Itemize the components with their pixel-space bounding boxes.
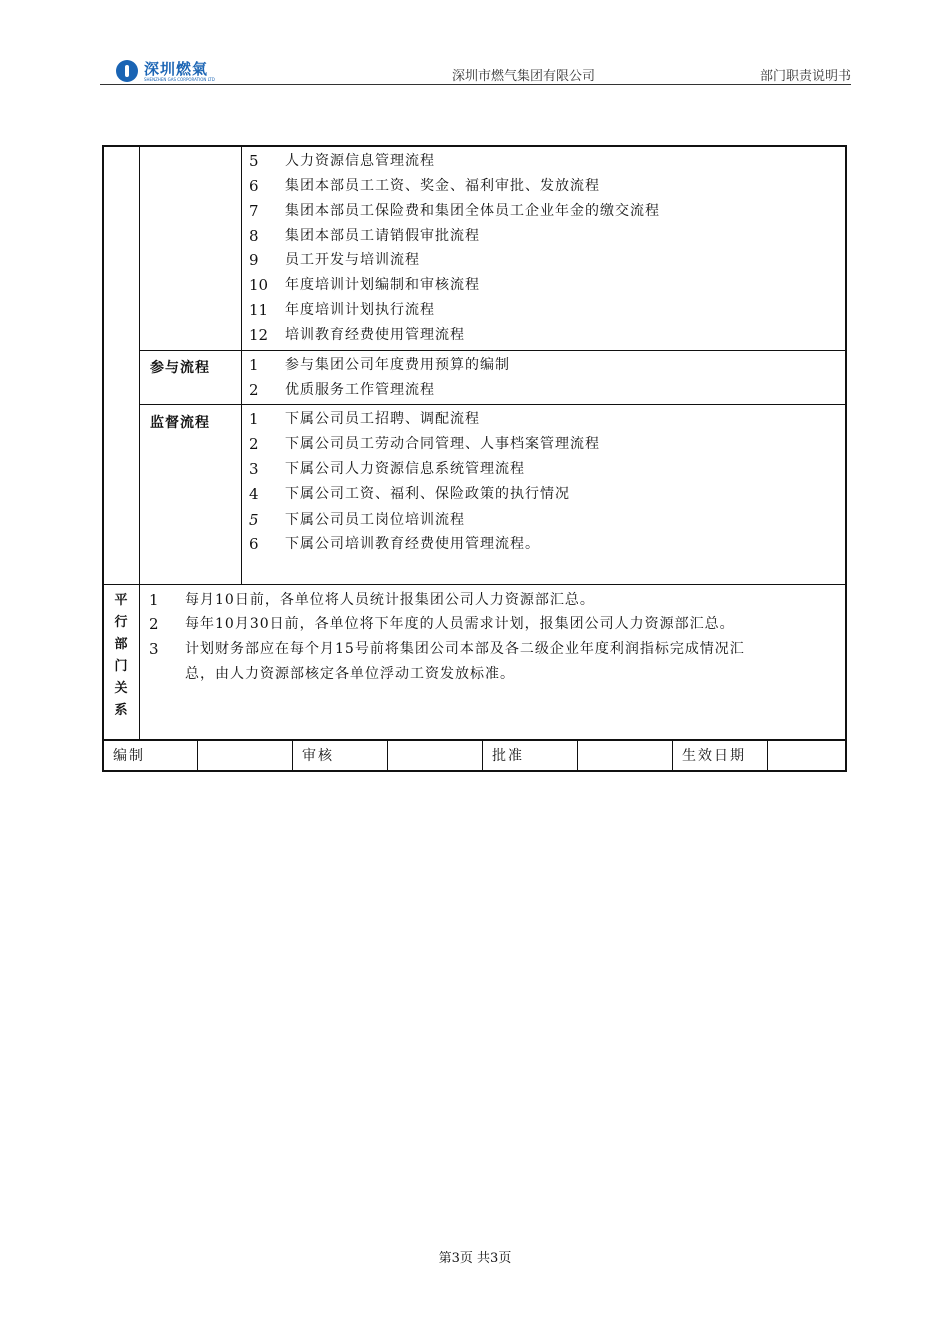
approved-by-label: 批准 [492,748,524,764]
supervise-label: 监督流程 [150,415,210,431]
footer-divider-2 [292,740,293,772]
row-divider-parallel [102,584,847,585]
logo-subtext: SHENZHEN GAS CORPORATION LTD [144,77,215,82]
company-logo [116,58,246,84]
item-text: 培训教育经费使用管理流程 [285,327,465,343]
item-number: 1 [249,410,259,428]
item-number: 10 [249,276,269,294]
item-number: 8 [249,227,259,245]
item-text: 每月10日前，各单位将人员统计报集团公司人力资源部汇总。 [185,592,595,608]
item-number: 1 [149,591,159,609]
row-divider-supervise [139,404,847,405]
item-text: 下属公司人力资源信息系统管理流程 [285,461,525,477]
item-number: 11 [249,301,269,319]
item-number: 2 [149,615,159,633]
label-char: 部 [114,637,128,652]
item-text: 下属公司培训教育经费使用管理流程。 [285,536,540,552]
logo-text: 深圳燃氣 [144,60,209,78]
page-header [100,56,851,85]
item-text: 年度培训计划执行流程 [285,302,435,318]
item-text: 下属公司工资、福利、保险政策的执行情况 [285,486,570,502]
footer-divider-6 [672,740,673,772]
item-number: 6 [249,177,259,195]
company-name: 深圳市燃气集团有限公司 [452,69,596,84]
reviewed-by-label: 审核 [302,748,334,764]
flame-logo-icon [116,60,138,82]
item-text: 优质服务工作管理流程 [285,382,435,398]
item-number: 9 [249,251,259,269]
item-number: 5 [249,511,259,529]
item-number: 2 [249,381,259,399]
item-text: 下属公司员工劳动合同管理、人事档案管理流程 [285,436,600,452]
item-number: 6 [249,535,259,553]
item-number: 4 [249,485,259,503]
effective-date-label: 生效日期 [682,748,746,764]
item-text: 每年10月30日前，各单位将下年度的人员需求计划，报集团公司人力资源部汇总。 [185,616,735,632]
item-text: 下属公司员工岗位培训流程 [285,512,465,528]
page-number: 第3页 共3页 [438,1251,512,1266]
participate-label: 参与流程 [150,360,210,376]
document-type: 部门职责说明书 [759,69,851,84]
item-number: 12 [249,326,269,344]
item-number: 3 [249,460,259,478]
footer-divider-5 [577,740,578,772]
parallel-relations-label [113,590,129,722]
item-text: 参与集团公司年度费用预算的编制 [285,357,510,373]
item-number: 2 [249,435,259,453]
label-char: 系 [114,703,128,718]
item-text: 集团本部员工保险费和集团全体员工企业年金的缴交流程 [285,203,660,219]
col-divider-1 [139,145,140,739]
footer-divider-3 [387,740,388,772]
item-text: 年度培训计划编制和审核流程 [285,277,480,293]
item-text: 计划财务部应在每个月15号前将集团公司本部及各二级企业年度利润指标完成情况汇 [185,641,745,657]
item-number: 5 [249,152,259,170]
item-text: 总，由人力资源部核定各单位浮动工资发放标准。 [185,666,515,682]
item-text: 人力资源信息管理流程 [285,153,435,169]
item-text: 集团本部员工工资、奖金、福利审批、发放流程 [285,178,600,194]
label-char: 行 [114,615,128,630]
label-char: 平 [114,593,128,608]
footer-divider-4 [482,740,483,772]
item-text: 集团本部员工请销假审批流程 [285,228,480,244]
item-number: 1 [249,356,259,374]
label-char: 门 [114,659,128,674]
row-divider-participate [139,350,847,351]
item-text: 员工开发与培训流程 [285,252,420,268]
label-char: 关 [114,681,128,696]
item-number: 7 [249,202,259,220]
prepared-by-label: 编制 [113,748,145,764]
row-divider-footer [102,739,847,741]
col-divider-2 [241,145,242,584]
item-text: 下属公司员工招聘、调配流程 [285,411,480,427]
footer-divider-1 [197,740,198,772]
footer-divider-7 [767,740,768,772]
item-number: 3 [149,640,159,658]
